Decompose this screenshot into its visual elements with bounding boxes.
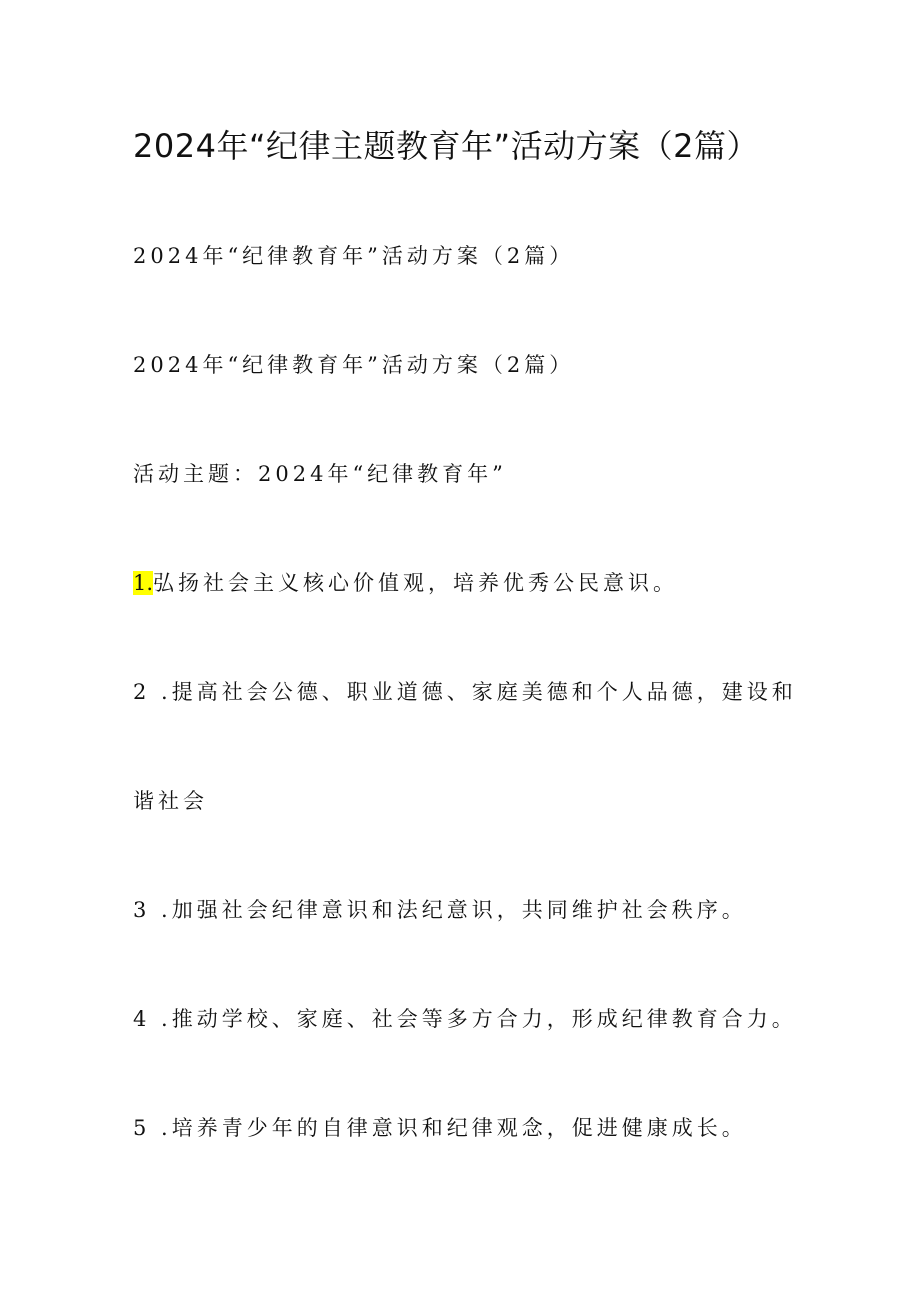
list-item-text: 加强社会纪律意识和法纪意识，共同维护社会秩序。 [171,898,747,922]
document-title: 2024年“纪律主题教育年”活动方案（2篇） [133,127,759,165]
list-item-number: 4 . [133,1007,172,1031]
list-item-number: 3 . [133,898,172,922]
list-item [133,895,833,925]
list-item-text: 弘扬社会主义核心价值观，培养优秀公民意识。 [153,571,679,595]
list-item-number: 5 . [133,1116,172,1140]
list-item-text: 提高社会公德、职业道德、家庭美德和个人品德，建设和 [171,680,797,704]
subtitle-line-2: 2024年“纪律教育年”活动方案（2篇） [133,353,575,377]
list-item [133,677,833,707]
list-item [133,1004,833,1034]
list-item-continuation [133,786,833,816]
list-item-number: 2 . [133,680,172,704]
list-item-text: 谐社会 [133,789,208,813]
list-item-text: 推动学校、家庭、社会等多方合力，形成纪律教育合力。 [171,1007,797,1031]
subtitle-line-1: 2024年“纪律教育年”活动方案（2篇） [133,244,575,268]
list-item [133,568,833,598]
list-item [133,1113,833,1143]
list-item-text: 培养青少年的自律意识和纪律观念，促进健康成长。 [171,1116,747,1140]
activity-theme: 活动主题：2024年“纪律教育年” [133,462,507,486]
highlighted-number: 1. [133,571,154,595]
